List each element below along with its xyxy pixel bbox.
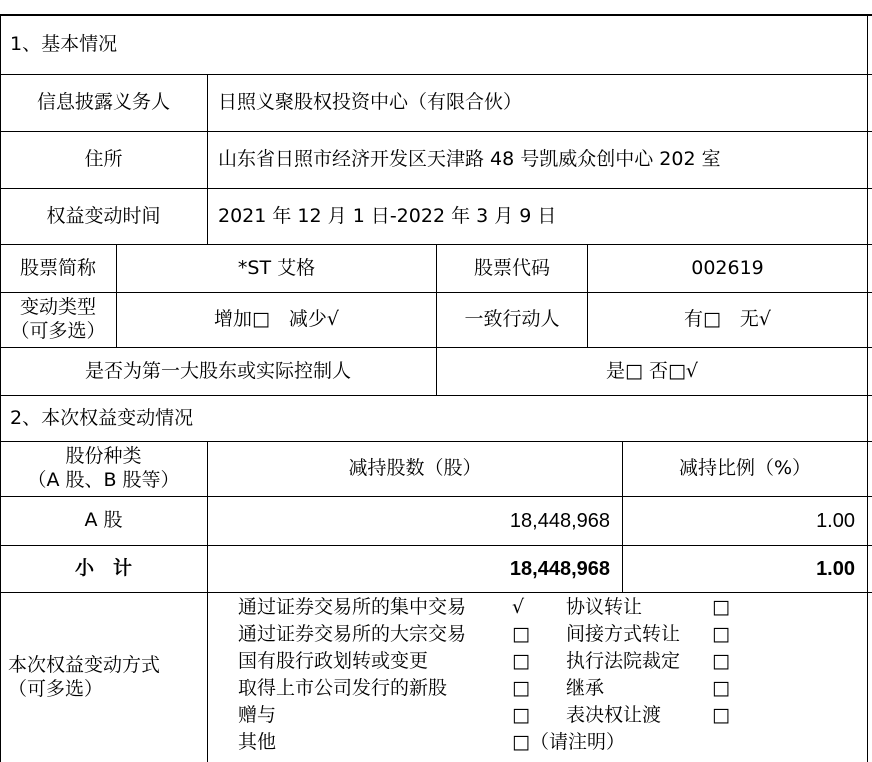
method-label-line1: 本次权益变动方式 [8, 653, 161, 676]
table-border-right [867, 14, 868, 762]
method-option-mark: □ [512, 704, 530, 726]
row-a-type: A 股 [84, 509, 123, 532]
disclosure-label: 信息披露义务人 [36, 91, 170, 114]
method-option-name: 表决权让渡 [566, 704, 662, 726]
change-type-label-line2: （可多选） [10, 320, 106, 342]
method-option-mark: □ [512, 650, 530, 672]
change-type-label-line1: 变动类型 [19, 296, 96, 319]
method-option-name: 通过证券交易所的集中交易 [238, 596, 467, 618]
section2-heading: 2、本次权益变动情况 [10, 406, 194, 429]
col-header-ratio: 减持比例（%） [678, 457, 812, 480]
stock-abbr-value: *ST 艾格 [237, 256, 316, 279]
method-other-label: 其他 [238, 731, 277, 753]
section1-heading: 1、基本情况 [10, 33, 118, 56]
concert-label: 一致行动人 [464, 308, 560, 331]
concert-value: 有□ 无√ [683, 308, 772, 331]
method-option-mark: □ [712, 677, 730, 699]
disclosure-value: 日照义聚股权投资中心（有限合伙） [218, 91, 523, 114]
method-option-name: 执行法院裁定 [566, 650, 681, 672]
method-option-mark: □ [712, 623, 730, 645]
method-option-name: 协议转让 [566, 596, 643, 618]
col-header-type-line1: 股份种类 [65, 445, 142, 468]
method-option-mark: □ [712, 596, 730, 618]
subtotal-ratio: 1.00 [816, 557, 855, 580]
col-header-type [0, 442, 207, 496]
method-option-name: 取得上市公司发行的新股 [238, 677, 448, 699]
method-option-mark: □ [712, 704, 730, 726]
method-option-name: 继承 [566, 677, 605, 699]
address-label: 住所 [84, 148, 123, 171]
address-value: 山东省日照市经济开发区天津路 48 号凯威众创中心 202 室 [218, 148, 721, 171]
method-label [0, 593, 207, 762]
subtotal-shares: 18,448,968 [509, 557, 610, 580]
col-header-type-line2: （A 股、B 股等） [27, 469, 180, 491]
subtotal-label: 小 计 [74, 557, 132, 580]
stock-abbr-label: 股票简称 [19, 256, 96, 279]
row-a-ratio: 1.00 [816, 509, 855, 532]
method-option-mark: □ [512, 677, 530, 699]
method-option-mark: □ [712, 650, 730, 672]
method-option-name: 间接方式转让 [566, 623, 681, 645]
method-option-name: 赠与 [238, 704, 277, 726]
largest-holder-value: 是□ 否□√ [605, 359, 699, 382]
method-option-name: 国有股行政划转或变更 [238, 650, 429, 672]
largest-holder-label: 是否为第一大股东或实际控制人 [84, 359, 351, 382]
time-value: 2021 年 12 月 1 日-2022 年 3 月 9 日 [218, 204, 557, 227]
col-header-shares: 减持股数（股） [348, 457, 482, 480]
time-label: 权益变动时间 [46, 204, 161, 227]
method-option-mark: □ [512, 623, 530, 645]
method-other-value: □（请注明） [512, 731, 625, 753]
method-option-mark: √ [512, 596, 525, 618]
stock-code-label: 股票代码 [473, 256, 550, 279]
change-type-label [0, 293, 116, 347]
method-label-line2: （可多选） [8, 677, 104, 700]
change-type-value: 增加□ 减少√ [213, 308, 340, 331]
stock-code-value: 002619 [691, 256, 764, 279]
method-option-name: 通过证券交易所的大宗交易 [238, 623, 467, 645]
row-a-shares: 18,448,968 [509, 509, 610, 532]
